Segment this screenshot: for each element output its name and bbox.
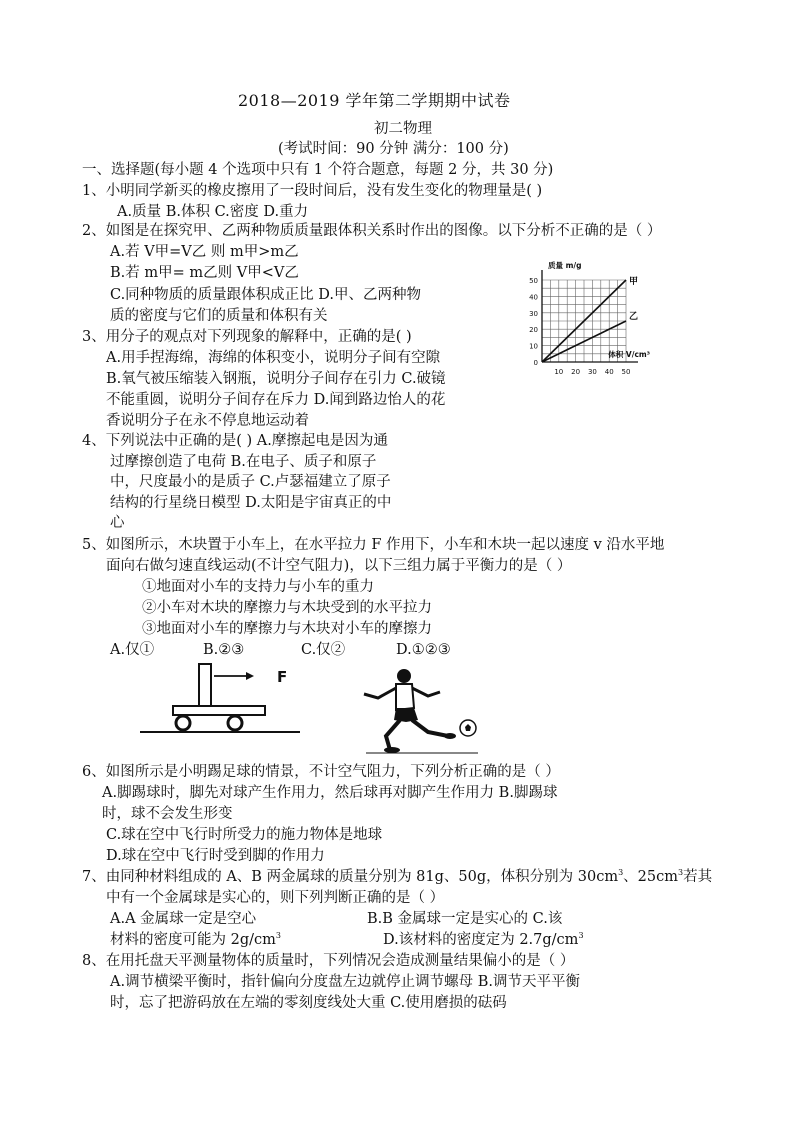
question-5-option-d: D.①②③: [396, 642, 451, 658]
player-shoe: [384, 747, 400, 753]
question-5-item: ③地面对小车的摩擦力与木块对小车的摩擦力: [142, 621, 432, 637]
question-2-line: B.若 m甲= m乙则 V甲<V乙: [110, 265, 299, 281]
series-label: 乙: [629, 312, 639, 322]
question-7-option-d: [383, 930, 584, 951]
question-4-stem: 4、下列说法中正确的是( ) A.摩擦起电是因为通: [82, 433, 388, 449]
question-8-stem: 8、在用托盘天平测量物体的质量时，下列情况会造成测量结果偏小的是（ ）: [82, 953, 575, 969]
question-5-option-a: A.仅①: [110, 642, 155, 658]
question-2-stem: 2、如图是在探究甲、乙两种物质质量跟体积关系时作出的图像。以下分析不正确的是（ ）: [82, 223, 662, 239]
question-3-stem: 3、用分子的观点对下列现象的解释中，正确的是( ): [82, 329, 412, 345]
question-8-line: A.调节横梁平衡时，指针偏向分度盘左边就停止调节螺母 B.调节天平平衡: [110, 974, 580, 990]
section-heading: 一、选择题(每小题 4 个选项中只有 1 个符合题意，每题 2 分，共 30 分): [82, 162, 554, 178]
x-tick-label: 40: [604, 368, 614, 376]
y-axis-label: 质量 m/g: [548, 261, 582, 270]
question-5-item: ②小车对木块的摩擦力与木块受到的水平拉力: [142, 600, 432, 616]
question-1-stem: 1、小明同学新买的橡皮擦用了一段时间后，没有发生变化的物理量是( ): [82, 183, 543, 199]
x-tick-label: 20: [571, 368, 581, 376]
question-2-line: 质的密度与它们的质量和体积有关: [110, 308, 328, 324]
player-arm: [412, 688, 440, 696]
player-arm: [364, 688, 396, 698]
question-3-line: 不能重圆，说明分子间存在斥力 D.闻到路边怡人的花: [106, 392, 446, 408]
question-7-stem-part: 、25cm: [623, 869, 678, 885]
exam-subject: 初二物理: [374, 121, 432, 137]
question-2-line: A.若 V甲=V乙 则 m甲>m乙: [110, 244, 299, 260]
x-tick-label: 10: [554, 368, 564, 376]
exam-title: 2018—2019 学年第二学期期中试卷: [238, 91, 511, 110]
cart-wheel: [228, 716, 242, 730]
player-leg: [412, 720, 448, 736]
question-7-line: [110, 930, 281, 951]
question-4-line: 结构的行星绕日模型 D.太阳是宇宙真正的中: [110, 495, 392, 511]
question-7-line-text: 材料的密度可能为 2g/cm: [110, 932, 276, 948]
question-6-stem: 6、如图所示是小明踢足球的情景，不计空气阻力，下列分析正确的是（ ）: [82, 764, 560, 780]
question-4-line: 中，尺度最小的是质子 C.卢瑟福建立了原子: [110, 474, 391, 490]
question-6-line: C.球在空中飞行时所受力的施力物体是地球: [106, 827, 383, 843]
question-6-line: 时，球不会发生形变: [102, 806, 233, 822]
cart-body: [173, 706, 265, 715]
question-5-stem-cont: 面向右做匀速直线运动(不计空气阻力)，以下三组力属于平衡力的是（ ）: [106, 558, 572, 574]
superscript: 3: [275, 931, 281, 940]
soccer-player-figure: [356, 664, 478, 754]
y-tick-label: 30: [529, 309, 538, 318]
y-tick-label: 0: [533, 359, 538, 367]
question-7-option-b: B.B 金属球一定是实心的 C.该: [367, 911, 563, 927]
question-7-stem-part: 7、由同种材料组成的 A、B 两金属球的质量分别为 81g、50g，体积分别为 30cm: [82, 869, 619, 885]
superscript: 3: [618, 868, 624, 877]
y-tick-label: 10: [529, 342, 538, 351]
cart-block-figure: [140, 662, 300, 742]
question-2-line: C.同种物质的质量跟体积成正比 D.甲、乙两种物: [110, 287, 422, 303]
question-5-option-c: C.仅②: [301, 642, 346, 658]
x-tick-label: 30: [587, 368, 597, 376]
question-3-line: A.用手捏海绵，海绵的体积变小，说明分子间有空隙: [106, 350, 441, 366]
question-4-line: 心: [110, 515, 125, 531]
question-6-line: A.脚踢球时，脚先对球产生作用力，然后球再对脚产生作用力 B.脚踢球: [102, 785, 558, 801]
player-leg: [386, 720, 400, 750]
mass-volume-chart: [518, 258, 698, 378]
force-arrow-head: [246, 672, 254, 680]
question-8-line: 时，忘了把游码放在左端的零刻度线处大重 C.使用磨损的砝码: [110, 995, 507, 1011]
y-tick-label: 20: [529, 326, 538, 335]
question-7-stem-cont: 中有一个金属球是实心的，则下列判断正确的是（ ）: [106, 890, 445, 906]
question-1-options: A.质量 B.体积 C.密度 D.重力: [117, 204, 309, 220]
question-7-stem: [82, 867, 712, 888]
x-tick-label: 50: [621, 368, 631, 376]
question-6-line: D.球在空中飞行时受到脚的作用力: [106, 848, 325, 864]
force-label: F: [277, 668, 288, 686]
player-shoe: [444, 733, 456, 739]
superscript: 3: [678, 868, 684, 877]
question-3-line: 香说明分子在永不停息地运动着: [106, 413, 309, 429]
series-label: 甲: [629, 277, 639, 287]
question-5-stem: 5、如图所示，木块置于小车上，在水平拉力 F 作用下，小车和木块一起以速度 v 沿水平地: [82, 537, 665, 553]
question-7-stem-part: 若其: [683, 869, 713, 885]
question-3-line: B.氧气被压缩装入钢瓶，说明分子间存在引力 C.破镜: [106, 371, 446, 387]
question-5-option-b: B.②③: [203, 642, 245, 658]
question-7-option-a: A.A 金属球一定是空心: [110, 911, 257, 927]
question-5-item: ①地面对小车的支持力与小车的重力: [142, 579, 374, 595]
question-7-option-d-text: D.该材料的密度定为 2.7g/cm: [383, 932, 579, 948]
player-torso: [396, 684, 414, 710]
superscript: 3: [578, 931, 584, 940]
x-axis-label: 体积 V/cm³: [608, 350, 650, 359]
y-tick-label: 40: [529, 293, 538, 302]
player-head: [397, 669, 411, 683]
y-tick-label: 50: [529, 277, 538, 285]
exam-info: (考试时间：90 分钟 满分：100 分): [278, 141, 509, 157]
question-4-line: 过摩擦创造了电荷 B.在电子、质子和原子: [110, 454, 377, 470]
wooden-block: [199, 664, 211, 706]
cart-wheel: [176, 716, 190, 730]
